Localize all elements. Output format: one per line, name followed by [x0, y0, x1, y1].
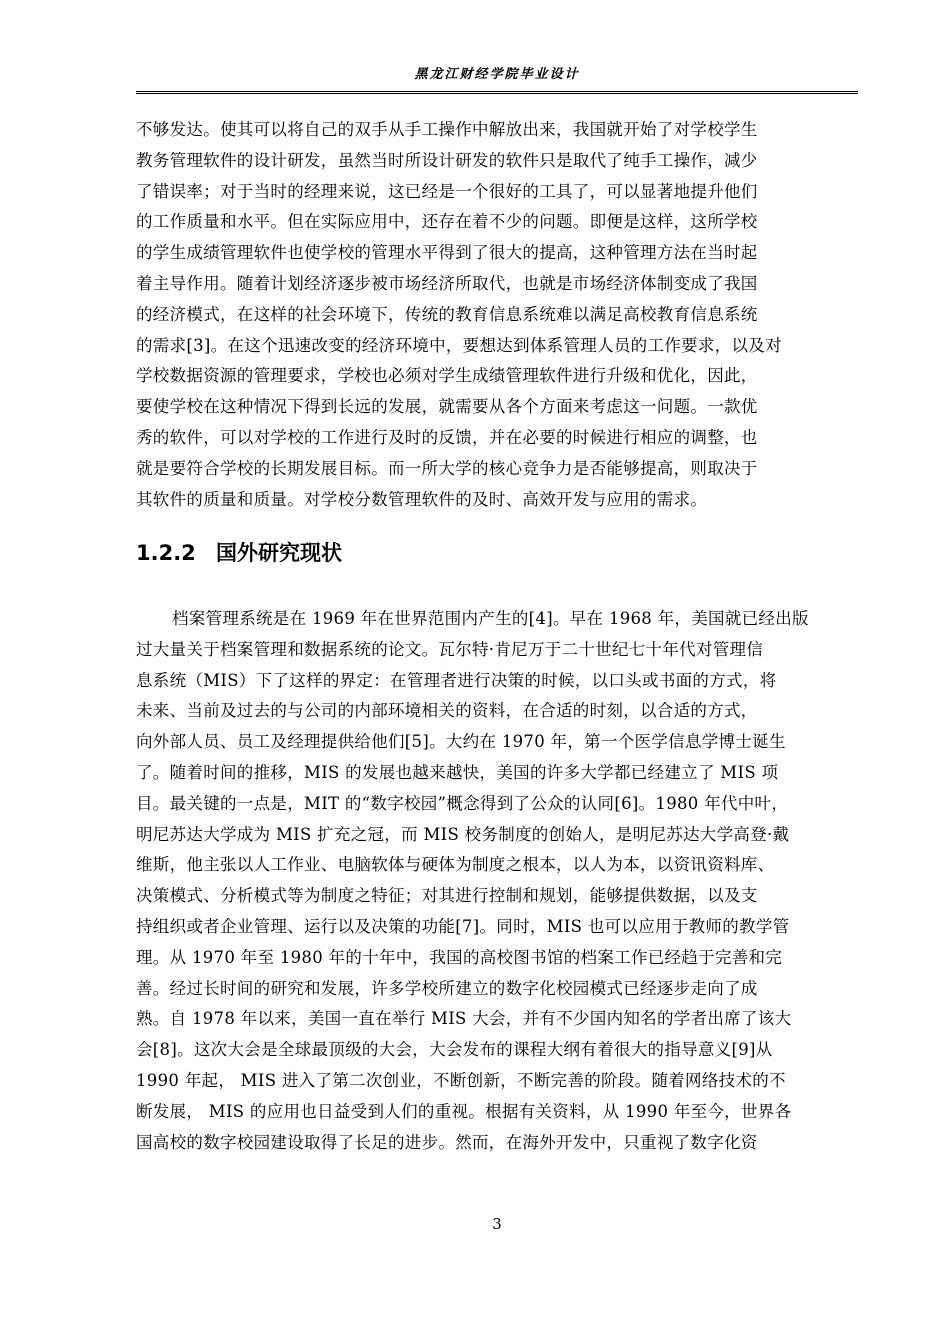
paragraph-line: 学校数据资源的管理要求，学校也必须对学生成绩管理软件进行升级和优化，因此， — [136, 366, 758, 386]
paragraph-line: 的经济模式，在这样的社会环境下，传统的教育信息系统难以满足高校教育信息系统 — [136, 304, 758, 324]
paragraph-line: 要使学校在这种情况下得到长远的发展，就需要从各个方面来考虑这一问题。一款优 — [136, 397, 758, 417]
paragraph-line: 息系统（MIS）下了这样的界定：在管理者进行决策的时候，以口头或书面的方式，将 — [136, 670, 777, 690]
paragraph-line: 理。从 1970 年至 1980 年的十年中，我国的高校图书馆的档案工作已经趋于完善和完 — [136, 947, 783, 967]
paragraph-line: 着主导作用。随着计划经济逐步被市场经济所取代，也就是市场经济体制变成了我国 — [136, 273, 758, 293]
paragraph-line: 档案管理系统是在 1969 年在世界范围内产生的[4]。早在 1968 年，美国就已经出版 — [172, 609, 809, 628]
paragraph-line: 的工作质量和水平。但在实际应用中，还存在着不少的问题。即便是这样，这所学校 — [136, 212, 758, 232]
paragraph-line: 了错误率；对于当时的经理来说，这已经是一个很好的工具了，可以显著地提升他们 — [136, 181, 758, 201]
paragraph-line: 的需求[3]。在这个迅速改变的经济环境中，要想达到体系管理人员的工作要求，以及对 — [136, 335, 782, 355]
paragraph-line: 过大量关于档案管理和数据系统的论文。瓦尔特·肯尼万于二十世纪七十年代对管理信 — [136, 639, 764, 659]
header-rule — [136, 91, 858, 94]
paragraph-line: 不够发达。使其可以将自己的双手从手工操作中解放出来，我国就开始了对学校学生 — [136, 120, 758, 139]
paragraph-line: 的学生成绩管理软件也使学校的管理水平得到了很大的提高，这种管理方法在当时起 — [136, 243, 758, 263]
section-heading — [136, 535, 858, 571]
paragraph-line: 善。经过长时间的研究和发展，许多学校所建立的数字化校园模式已经逐步走向了成 — [136, 978, 758, 998]
paragraph-foreign-research — [136, 604, 858, 1158]
paragraph-line: 持组织或者企业管理、运行以及决策的功能[7]。同时，MIS 也可以应用于教师的教学管 — [136, 916, 790, 936]
paragraph-line: 目。最关键的一点是，MIT 的“数字校园”概念得到了公众的认同[6]。1980 年代中叶， — [136, 793, 789, 813]
paragraph-line: 断发展， MIS 的应用也日益受到人们的重视。根据有关资料，从 1990 年至今，世界各 — [136, 1101, 792, 1121]
paragraph-line: 教务管理软件的设计研发，虽然当时所设计研发的软件只是取代了纯手工操作，减少 — [136, 150, 758, 170]
paragraph-line: 1990 年起， MIS 进入了第二次创业，不断创新，不断完善的阶段。随着网络技术的不 — [136, 1070, 786, 1090]
page-number: 3 — [492, 1215, 502, 1233]
paragraph-line: 其软件的质量和质量。对学校分数管理软件的及时、高效开发与应用的需求。 — [136, 489, 708, 509]
paragraph-line: 向外部人员、员工及经理提供给他们[5]。大约在 1970 年，第一个医学信息学博士诞生 — [136, 732, 786, 752]
section-number: 1.2.2 — [136, 541, 196, 565]
page-header-title: 黑龙江财经学院毕业设计 — [414, 67, 580, 82]
paragraph-line: 未来、当前及过去的与公司的内部环境相关的资料，在合适的时刻，以合适的方式， — [136, 701, 758, 721]
paragraph-line: 决策模式、分析模式等为制度之特征；对其进行控制和规划，能够提供数据，以及支 — [136, 886, 758, 906]
paragraph-line: 秀的软件，可以对学校的工作进行及时的反馈，并在必要的时候进行相应的调整，也 — [136, 427, 758, 447]
section-title: 国外研究现状 — [216, 541, 342, 565]
paragraph-line: 明尼苏达大学成为 MIS 扩充之冠，而 MIS 校务制度的创始人，是明尼苏达大学高登·戴 — [136, 824, 790, 844]
paragraph-line: 就是要符合学校的长期发展目标。而一所大学的核心竞争力是否能够提高，则取决于 — [136, 458, 758, 478]
paragraph-line: 了。随着时间的推移，MIS 的发展也越来越快，美国的许多大学都已经建立了 MIS 项 — [136, 762, 779, 782]
paragraph-line: 会[8]。这次大会是全球最顶级的大会，大会发布的课程大纲有着很大的指导意义[9]从 — [136, 1040, 773, 1060]
paragraph-line: 熟。自 1978 年以来，美国一直在举行 MIS 大会，并有不少国内知名的学者出席了该大 — [136, 1009, 792, 1029]
paragraph-line: 国高校的数字校园建设取得了长足的进步。然而，在海外开发中，只重视了数字化资 — [136, 1132, 758, 1152]
paragraph-line: 维斯，他主张以人工作业、电脑软体与硬体为制度之根本，以人为本，以资讯资料库、 — [136, 855, 775, 875]
paragraph-continued — [136, 115, 858, 515]
